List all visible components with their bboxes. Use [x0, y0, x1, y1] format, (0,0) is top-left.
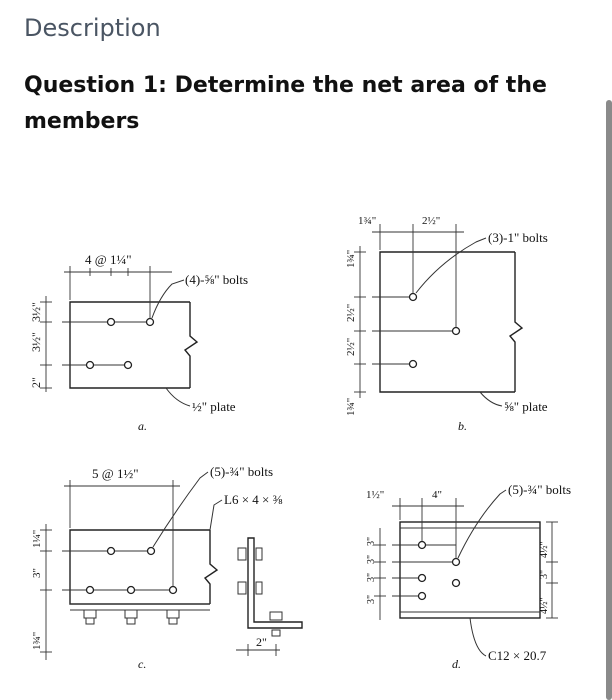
bolt-hole [87, 587, 94, 594]
dim-label: 2½" [422, 215, 441, 227]
dim-label: 1¾" [31, 631, 43, 650]
bolt-label: (5)-¾" bolts [508, 482, 572, 497]
plate-label: ½" plate [192, 399, 236, 414]
dim-label: 1¾" [345, 249, 357, 268]
bolt-hole [453, 580, 460, 587]
dim-label: 2½" [345, 303, 357, 322]
dim-label: 3" [539, 569, 550, 579]
dim-label: 3" [366, 594, 377, 604]
figure-caption: d. [452, 657, 461, 671]
dim-label: 4 @ 1¼" [85, 252, 132, 267]
dim-label: 2" [29, 377, 43, 388]
figure-caption: c. [138, 657, 147, 671]
dim-label: 3½" [29, 332, 43, 352]
bolt-hole [419, 575, 426, 582]
bolt-hole [170, 587, 177, 594]
figure-caption: b. [458, 419, 467, 433]
dim-label: 5 @ 1½" [92, 466, 139, 481]
bolt-hole [419, 593, 426, 600]
bolt-hole [147, 319, 154, 326]
figure-a [29, 252, 248, 433]
figure-caption: a. [138, 419, 147, 433]
figure-c [31, 464, 302, 671]
dim-label: 2½" [345, 337, 357, 356]
bolt-hole [148, 548, 155, 555]
dim-label: 4½" [539, 597, 550, 614]
bolt-hole [108, 548, 115, 555]
dim-label: 1¼" [31, 529, 43, 548]
dim-label: 3" [366, 572, 377, 582]
dim-label: 2" [256, 635, 267, 649]
bolt-hole [453, 559, 460, 566]
bolt-label: (5)-¾" bolts [210, 464, 274, 479]
bolt-label: (3)-1" bolts [488, 230, 548, 245]
bolt-hole [453, 328, 460, 335]
dim-label: 3" [366, 554, 377, 564]
channel-label: C12 × 20.7 [488, 648, 547, 663]
bolt-label: (4)-⅝" bolts [185, 272, 249, 287]
page-title: Description [24, 14, 161, 42]
bolt-hole [419, 542, 426, 549]
figure-b [345, 215, 548, 433]
bolt-hole [410, 294, 417, 301]
question-heading: Question 1: Determine the net area of the members [24, 73, 547, 134]
dim-label: 4½" [539, 541, 550, 558]
bolt-hole [108, 319, 115, 326]
bolt-hole [125, 362, 132, 369]
bolt-hole [410, 361, 417, 368]
bolt-hole [128, 587, 135, 594]
dim-label: 3½" [29, 302, 43, 322]
bolt-hole [87, 362, 94, 369]
angle-label: L6 × 4 × ⅜ [224, 492, 283, 507]
dim-label: 1¾" [345, 397, 357, 416]
dim-label: 1½" [366, 489, 385, 501]
plate-label: ⅝" plate [504, 399, 548, 414]
dim-label: 1¾" [358, 215, 377, 227]
dim-label: 3" [31, 568, 43, 578]
dim-label: 4" [432, 489, 442, 501]
dim-label: 3" [366, 536, 377, 546]
figure-d [366, 482, 571, 671]
